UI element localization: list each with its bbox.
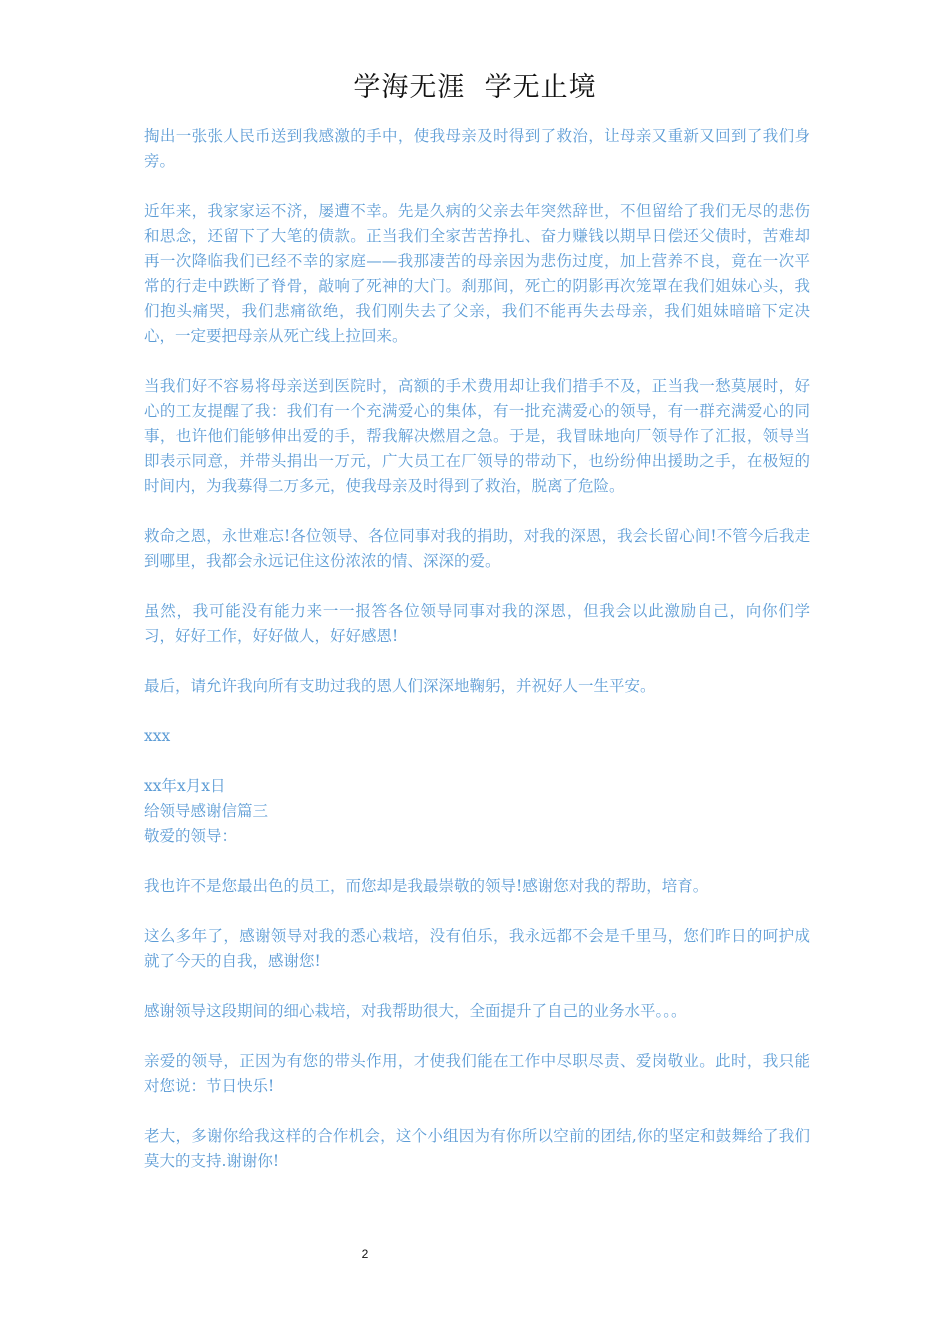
paragraph-11: 老大，多谢你给我这样的合作机会，这个小组因为有你所以空前的团结,你的坚定和鼓舞给了我们莫大的支持.谢谢你! [144,1127,810,1170]
page-number: 2 [361,1247,369,1261]
paragraph-3: 当我们好不容易将母亲送到医院时，高额的手术费用却让我们措手不及，正当我一愁莫展时，好心的工友提醒了我：我们有一个充满爱心的集体，有一批充满爱心的领导，有一群充满爱心的同事，也许他们能够伸出爱的手，帮我解决燃眉之急。于是，我冒昧地向厂领导作了汇报，领导当即表示同意，并带头捐出一万元，广大员工在厂领导的带动下，也纷纷伸出援助之手，在极短的时间内，为我募得二万多元，使我母亲及时得到了救治，脱离了危险。 [144,377,810,495]
salutation: 敬爱的领导： [144,827,238,845]
letter-body [144,124,810,1199]
paragraph-6: 最后，请允许我向所有支助过我的恩人们深深地鞠躬，并祝好人一生平安。 [144,677,656,695]
page-header-title: 学海无涯 学无止境 [353,72,597,103]
paragraph-1: 掏出一张张人民币送到我感激的手中，使我母亲及时得到了救治，让母亲又重新又回到了我们身旁。 [144,127,810,170]
paragraph-5: 虽然，我可能没有能力来一一报答各位领导同事对我的深恩，但我会以此激励自己，向你们学习，好好工作，好好做人，好好感恩! [144,602,810,645]
section-title: 给领导感谢信篇三 [144,802,269,820]
paragraph-7: 我也许不是您最出色的员工，而您却是我最崇敬的领导!感谢您对我的帮助，培育。 [144,877,709,895]
paragraph-9: 感谢领导这段期间的细心栽培，对我帮助很大，全面提升了自己的业务水平。。。 [144,1002,687,1020]
paragraph-8: 这么多年了，感谢领导对我的悉心栽培，没有伯乐，我永远都不会是千里马，您们昨日的呵护成就了今天的自我，感谢您! [144,927,810,970]
paragraph-10: 亲爱的领导，正因为有您的带头作用，才使我们能在工作中尽职尽责、爱岗敬业。此时，我只能对您说：节日快乐! [144,1052,810,1095]
paragraph-4: 救命之恩，永世难忘!各位领导、各位同事对我的捐助，对我的深恩，我会长留心间!不管今后我走到哪里，我都会永远记住这份浓浓的情、深深的爱。 [144,527,810,570]
signature: xxx [144,727,171,745]
date-line: xx年x月x日 [144,777,226,795]
paragraph-2: 近年来，我家家运不济，屡遭不幸。先是久病的父亲去年突然辞世，不但留给了我们无尽的悲伤和思念，还留下了大笔的债款。正当我们全家苦苦挣扎、奋力赚钱以期早日偿还父债时，苦难却再一次降临我们已经不幸的家庭——我那凄苦的母亲因为悲伤过度，加上营养不良，竟在一次平常的行走中跌断了脊骨，敲响了死神的大门。刹那间，死亡的阴影再次笼罩在我们姐妹心头，我们抱头痛哭，我们悲痛欲绝，我们刚失去了父亲，我们不能再失去母亲，我们姐妹暗暗下定决心，一定要把母亲从死亡线上拉回来。 [144,202,810,345]
